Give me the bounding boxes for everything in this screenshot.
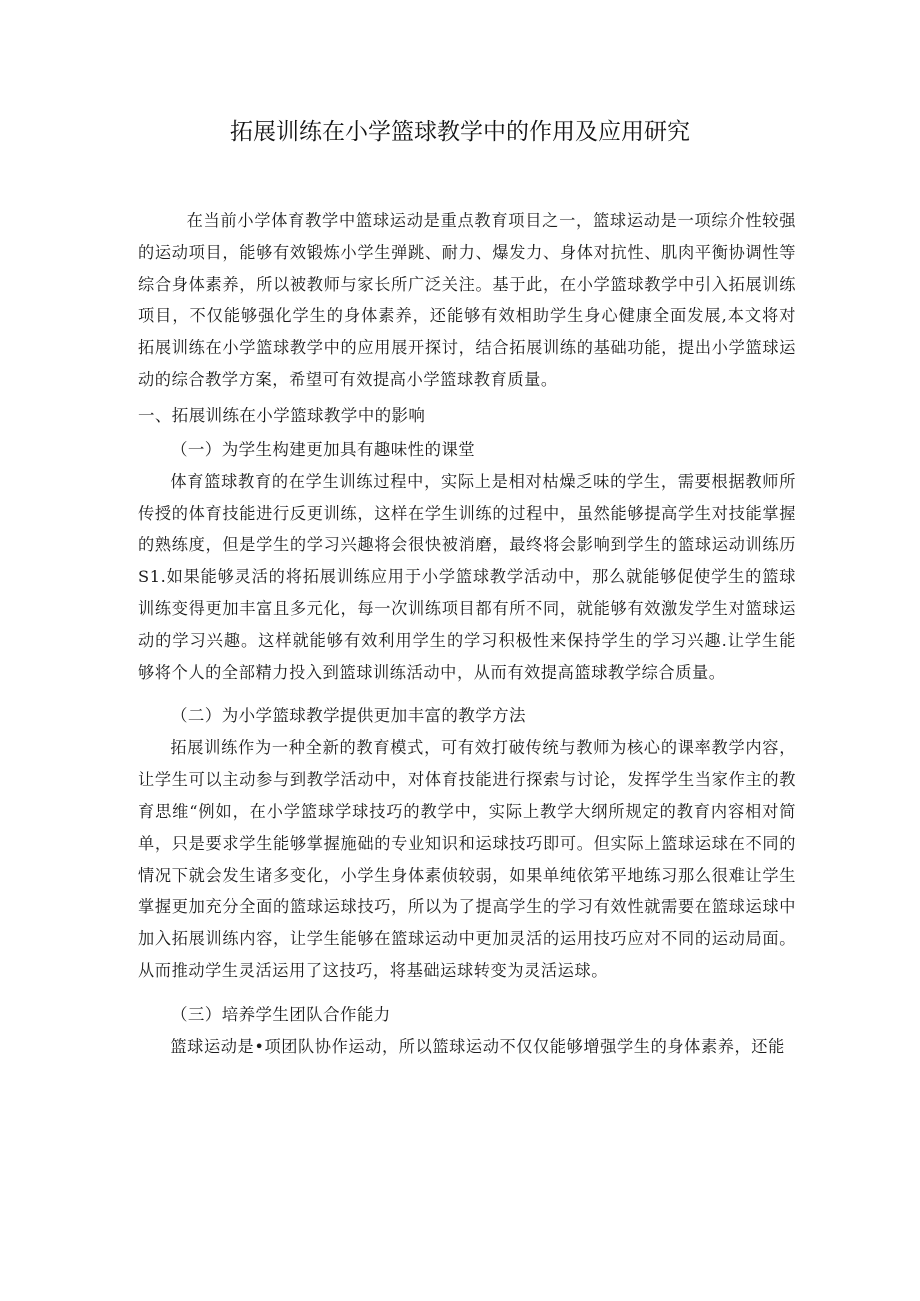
subsection-1-paragraph: 体育篮球教育的在学生训练过程中，实际上是相对枯燥乏味的学生，需要根据教师所传授的体育技能进行反更训练，这样在学生训练的过程中，虽然能够提高学生对技能掌握的熟练度，但是学生的学习兴趣将会很快被消磨，最终将会影响到学生的篮球运动训练历S1.如果能够灵活的将拓展训练应用于小学篮球教学活动中，那么就能够促使学生的篮球训练变得更加丰富且多元化，每一次训练项目都有所不同，就能够有效激发学生对篮球运动的学习兴趣。这样就能够有效利用学生的学习积极性来保持学生的学习兴趣.让学生能够将个人的全部精力投入到篮球训练活动中，从而有效提高篮球教学综合质量。 [138, 471, 796, 682]
subsection-heading-1: （一）为学生构建更加具有趣味性的课堂 [171, 439, 476, 459]
spacer [138, 987, 796, 999]
document-body [138, 205, 796, 1063]
subsection-heading-2: （二）为小学篮球教学提供更加丰富的教学方法 [171, 706, 526, 726]
spacer [138, 688, 796, 700]
subsection-2-paragraph: 拓展训练作为一种全新的教育模式，可有效打破传统与教师为核心的课率教学内容，让学生可以主动参与到教学活动中，对体育技能进行探索与讨论，发挥学生当家作主的教育思维“例如，在小学篮球学球技巧的教学中，实际上教学大纲所规定的教育内容相对简单，只是要求学生能够掌握施础的专业知识和运球技巧即可。但实际上篮球运球在不同的情况下就会发生诸多变化，小学生身体素侦较弱，如果单纯依笫平地练习那么很难让学生掌握更加充分全面的篮球运球技巧，所以为了提高学生的学习有效性就需要在篮球运球中加入拓展训练内容，让学生能够在篮球运动中更加灵活的运用技巧应对不同的运动局面。从而推动学生灵活运用了这技巧，将基础运球转变为灵活运球。 [138, 738, 796, 980]
subsection-heading-3: （三）培养学生团队合作能力 [171, 1004, 391, 1024]
section-heading-1: 一、拓展训练在小学篮球教学中的影响 [138, 405, 426, 425]
subsection-3-paragraph: 篮球运动是•项团队协作运动，所以篮球运动不仅仅能够增强学生的身体素养，还能 [170, 1036, 785, 1056]
intro-paragraph: 在当前小学体育教学中篮球运动是重点教育项目之一，篮球运动是一项综介性较强的运动项目，能够有效锻炼小学生弹跳、耐力、爆发力、身体对抗性、肌肉平衡协调性等综合身体素养，所以被教师与家长所广泛关注。基于此，在小学篮球教学中引入拓展训练项目，不仅能够强化学生的身体素养，还能够有效相助学生身心健康全面发展,本文将对拓展训练在小学篮球教学中的应用展开探讨，结合拓展训练的基础功能，提出小学篮球运动的综合教学方案，希望可有效提高小学篮球教育质量。 [138, 211, 796, 389]
document-title: 拓展训练在小学篮球教学中的作用及应用研究 [230, 119, 690, 145]
